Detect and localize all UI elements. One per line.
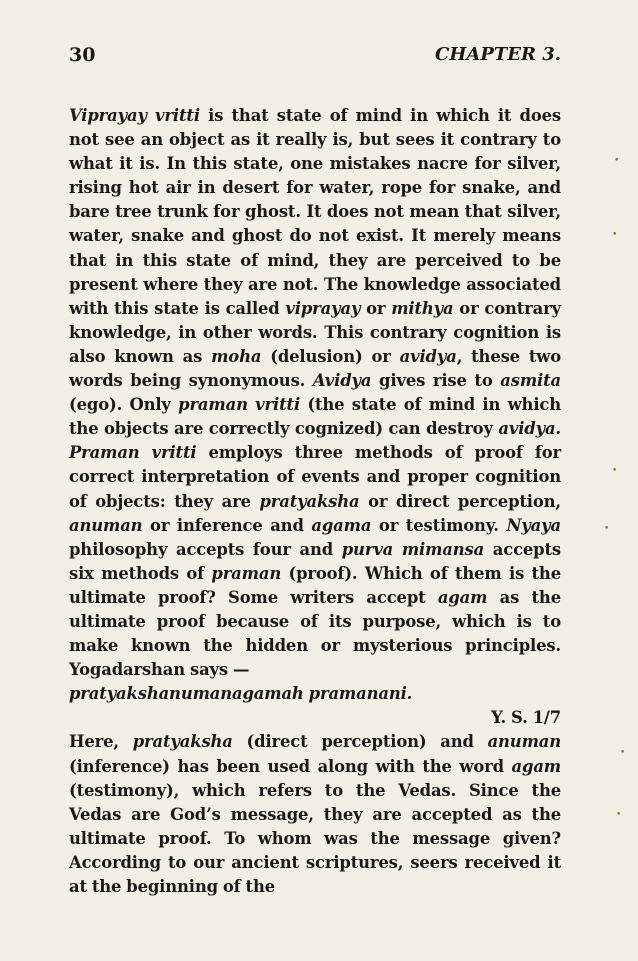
term: Nyaya xyxy=(506,515,561,535)
ink-speck: • xyxy=(604,524,610,534)
term: anuman xyxy=(69,515,143,535)
text: (ego). Only xyxy=(69,395,179,415)
ink-speck: • xyxy=(614,156,620,166)
text: (the state of mind in which the objects are correctly cognized) can destroy xyxy=(69,395,561,439)
ink-speck: • xyxy=(620,748,626,758)
text: gives rise to xyxy=(371,371,501,391)
paragraph-pratyaksha xyxy=(69,730,561,899)
text: (delusion) or xyxy=(261,346,400,366)
running-header xyxy=(69,44,561,70)
text: or testimony. xyxy=(371,515,507,535)
text: Here, xyxy=(69,732,133,752)
body-text xyxy=(69,104,561,899)
term: avidya. xyxy=(498,419,561,439)
term: anuman xyxy=(487,732,561,752)
text: (proof). Which of them is the ultimate proof? Some writers accept xyxy=(69,563,561,607)
term: viprayay xyxy=(285,298,361,318)
term: asmita xyxy=(500,371,561,391)
text: , these two words being synonymous. xyxy=(69,346,562,391)
term: pratyaksha xyxy=(259,491,360,511)
text: or xyxy=(360,298,392,318)
text: accepts six methods of xyxy=(69,539,561,583)
text: or contrary knowledge, in other words. This contrary cognition is also known as xyxy=(69,298,561,366)
text: or inference and xyxy=(142,515,312,535)
term: agam xyxy=(511,756,561,776)
term: praman vritti xyxy=(178,395,301,415)
ink-speck: • xyxy=(612,230,618,240)
text: philosophy accepts four and xyxy=(69,539,342,559)
text: is that state of mind in which it does not see an object as it really is, but sees it contrary to what it is. In this state, one mistakes nacre for silver, rising hot air in desert for water, rope for snake, and bare tree trunk for ghost. It does not mean that silver, water, snake and ghost do not exist. It merely means that in this state of mind, they are perceived to be present where they are not. The knowledge associated with this state is called xyxy=(69,106,561,318)
term: moha xyxy=(211,346,262,366)
term: Praman vritti xyxy=(69,443,197,463)
term: avidya xyxy=(399,346,457,366)
term: praman xyxy=(211,563,282,583)
page-number: 30 xyxy=(69,44,96,66)
term: Viprayay vritti xyxy=(69,106,200,125)
term: mithya xyxy=(391,298,454,318)
term: agam xyxy=(437,587,488,607)
text: (testimony), which refers to the Vedas. Since the Vedas are God’s message, they are accepted as the ultimate proof. To whom was the message given? According to our ancient scriptures, seers received it at the beginning of the xyxy=(69,780,561,896)
text: employs three methods of proof for correct interpretation of events and proper cognition of objects: they are xyxy=(69,443,561,511)
ink-speck: • xyxy=(612,466,618,476)
term: agama xyxy=(311,515,372,535)
chapter-heading: CHAPTER 3. xyxy=(435,44,561,65)
paragraph-viprayay-vritti xyxy=(69,104,561,682)
sutra-reference: Y. S. 1/7 xyxy=(491,708,561,728)
sutra-verse: pratyakshanumanagamah pramanani. xyxy=(69,684,413,704)
term: pratyaksha xyxy=(132,732,233,752)
term: Avidya xyxy=(312,371,372,391)
text: (inference) has been used along with the word xyxy=(69,756,512,776)
ink-speck: • xyxy=(616,810,622,820)
text: or direct perception, xyxy=(359,491,561,511)
text: (direct perception) and xyxy=(232,732,488,752)
term: purva mimansa xyxy=(341,539,485,559)
text: as the ultimate proof because of its purpose, which is to make known the hidden or mysterious principles. Yogadarshan says — xyxy=(69,587,561,680)
